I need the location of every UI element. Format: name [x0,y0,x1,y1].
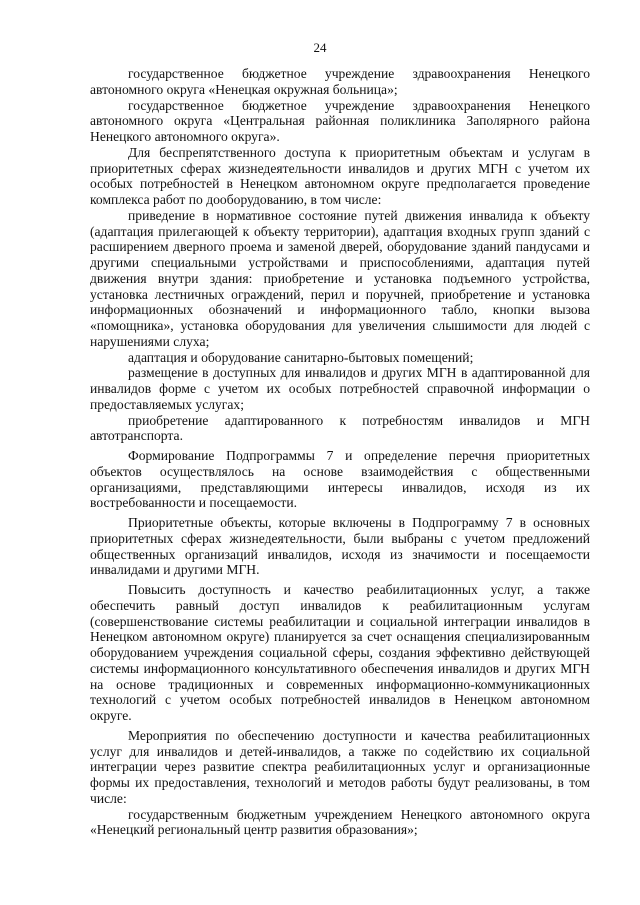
paragraph-rehabilitation-services: Повысить доступность и качество реабилитационных услуг, а также обеспечить равный доступ инвалидов к реабилитационным услугам (совершенствование системы реабилитации и социальной интеграции инвалидов в Ненецком автономном округе) планируется за счет оснащения специализированным оборудованием учреждения социальной сферы, создания эффективно действующей системы информационного консультативного обеспечения инвалидов и других МГН на основе традиционных и современных информационно-коммуникационных технологий с учетом особых потребностей инвалидов в Ненецком автономном округе. [90,582,590,723]
paragraph-subprogram-formation: Формирование Подпрограммы 7 и определение перечня приоритетных объектов осуществлялось на основе взаимодействия с общественными организациями, представляющими интересы инвалидов, исходя из их востребованности и посещаемости. [90,448,590,511]
paragraph-movement-paths-adaptation: приведение в нормативное состояние путей движения инвалида к объекту (адаптация прилегающей к объекту территории), адаптация входных групп зданий с расширением дверного проема и заменой дверей, оборудование зданий пандусами и другими специальными устройствами и приспособлениями, адаптация путей движения внутри здания: приобретение и установка подъемного устройства, установка лестничных ограждений, перил и поручней, приобретение и установка информационных обозначений и информационного табло, кнопки вызова «помощника», установка оборудования для увеличения слышимости для людей с нарушениями слуха; [90,207,590,349]
paragraph-adapted-vehicles: приобретение адаптированного к потребностям инвалидов и МГН автотранспорта. [90,412,590,444]
paragraph-sanitary-rooms: адаптация и оборудование санитарно-бытовых помещений; [128,349,474,365]
paragraph-reference-information: размещение в доступных для инвалидов и других МГН в адаптированной для инвалидов форме с учетом их особых потребностей справочной информации о предоставляемых услугах; [90,365,590,412]
paragraph-nenets-district-hospital: государственное бюджетное учреждение здравоохранения Ненецкого автономного округа «Ненецкая окружная больница»; [90,66,590,97]
paragraph-rehabilitation-measures: Мероприятия по обеспечению доступности и качества реабилитационных услуг для инвалидов и детей-инвалидов, а также по содействию их социальной интеграции через развитие спектра реабилитационных услуг и организационные формы их предоставления, технологий и методов работы будут реализованы, в том числе: [90,727,590,806]
paragraph-central-polyclinic: государственное бюджетное учреждение здравоохранения Ненецкого автономного округа «Центральная районная поликлиника Заполярного района Ненецкого автономного округа». [90,97,590,144]
page-number: 24 [313,40,327,55]
paragraph-priority-objects: Приоритетные объекты, которые включены в Подпрограмму 7 в основных приоритетных сферах жизнедеятельности, были выбраны с учетом предложений общественных организаций инвалидов, исходя из значимости и посещаемости инвалидами и другими МГН. [90,515,590,578]
paragraph-regional-education-center: государственным бюджетным учреждением Ненецкого автономного округа «Ненецкий региональный центр развития образования»; [90,806,590,838]
paragraph-accessibility-works-intro: Для беспрепятственного доступа к приоритетным объектам и услугам в приоритетных сферах жизнедеятельности инвалидов и других МГН с учетом их особых потребностей в Ненецком автономном округе предполагается проведение комплекса работ по дооборудованию, в том числе: [90,144,590,207]
document-body [90,66,590,838]
